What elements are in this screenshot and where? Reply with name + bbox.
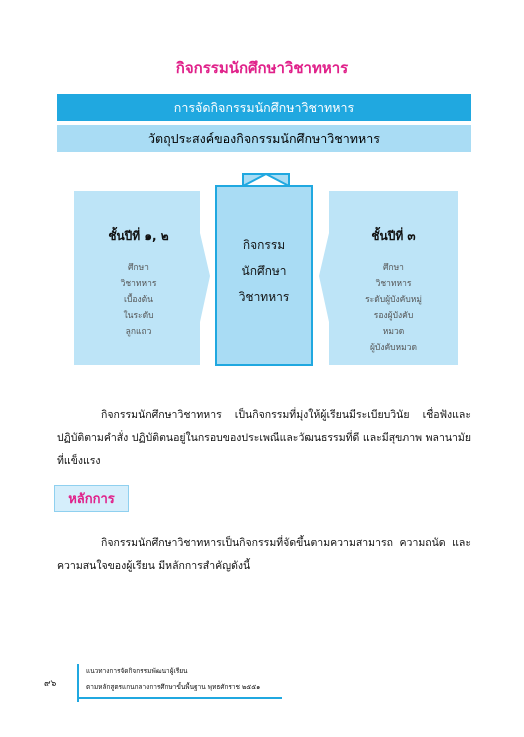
right-box-items (329, 260, 458, 356)
left-item: วิชาทหาร (120, 279, 157, 289)
right-item: รองผู้บังคับ (373, 311, 414, 321)
right-box (329, 191, 458, 365)
left-box (74, 191, 203, 365)
right-item: หมวด (382, 327, 405, 337)
left-item: ในระดับ (123, 311, 154, 321)
body-paragraph-2: กิจกรรมนักศึกษาวิชาทหารเป็นกิจกรรมที่จัดขึ้นตามความสามารถ ความถนัด และความสนใจของผู้เรียน มีหลักการสำคัญดังนี้ (57, 537, 471, 572)
body-paragraph-1: กิจกรรมนักศึกษาวิชาทหาร เป็นกิจกรรมที่มุ่งให้ผู้เรียนมีระเบียบวินัย เชื่อฟังและปฏิบัติตามคำสั่ง ปฏิบัติตนอยู่ในกรอบของประเพณีและวัฒนธรรมที่ดี และมีสุขภาพ พลานามัยที่แข็งแรง (57, 409, 471, 467)
center-box-text (215, 232, 313, 310)
center-line: วิชาทหาร (238, 290, 290, 304)
left-item: ลูกแถว (125, 327, 152, 337)
page-number: ๙๖ (44, 679, 57, 689)
left-box-heading: ชั้นปีที่ ๑, ๒ (108, 229, 169, 243)
banner-secondary: วัตถุประสงค์ของกิจกรรมนักศึกษาวิชาทหาร (57, 125, 471, 152)
center-line: นักศึกษา (241, 264, 287, 278)
section-heading: หลักการ (54, 485, 129, 512)
footer-line: แนวทางการจัดกิจกรรมพัฒนาผู้เรียน (86, 667, 188, 675)
right-item: วิชาทหาร (375, 279, 412, 289)
footer-text (86, 663, 260, 695)
left-box-items (74, 260, 203, 340)
left-item: เบื้องต้น (124, 295, 153, 305)
right-box-heading: ชั้นปีที่ ๓ (371, 229, 416, 243)
center-line: กิจกรรม (242, 238, 286, 252)
banner-primary: การจัดกิจกรรมนักศึกษาวิชาทหาร (57, 94, 471, 121)
page-title: กิจกรรมนักศึกษาวิชาทหาร (175, 59, 349, 77)
right-item: ระดับผู้บังคับหมู่ (365, 295, 422, 305)
right-item: ศึกษา (383, 263, 404, 273)
right-item: ผู้บังคับหมวด (369, 343, 418, 353)
left-item: ศึกษา (128, 263, 149, 273)
footer-line: ตามหลักสูตรแกนกลางการศึกษาขั้นพื้นฐาน พุทธศักราช ๒๕๕๑ (86, 683, 261, 691)
footer-divider-horizontal (79, 697, 282, 699)
